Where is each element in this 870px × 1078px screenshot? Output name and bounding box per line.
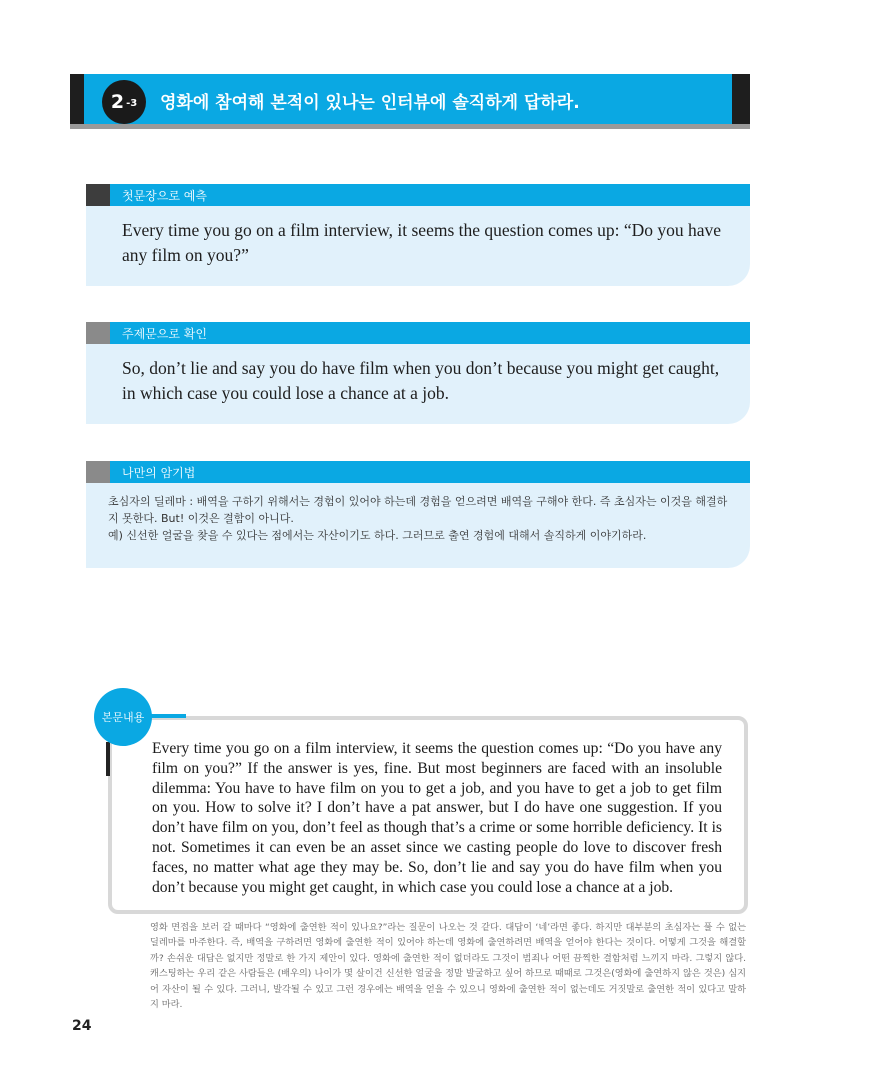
section-label-bar xyxy=(86,184,750,206)
header-shadow xyxy=(70,124,750,129)
section-topic-sentence xyxy=(86,322,750,424)
section-body xyxy=(86,206,750,286)
passage-badge: 본문내용 xyxy=(94,688,152,746)
section-label-bar xyxy=(86,461,750,483)
section-number-main: 2 xyxy=(110,91,125,113)
page-title: 영화에 참여해 본적이 있나는 인터뷰에 솔직하게 답하라. xyxy=(160,93,580,113)
section-tab xyxy=(86,461,110,483)
memory-tip-line-1: 초심자의 딜레마 : 배역을 구하기 위해서는 경험이 있어야 하는데 경험을 얻으려면 배역을 구해야 한다. 즉 초심자는 이것을 해결하지 못한다. But! 이것은 결함이 아니다. xyxy=(108,495,728,525)
section-first-sentence xyxy=(86,184,750,286)
section-number-sub: -3 xyxy=(126,97,138,109)
section-number-badge xyxy=(102,80,146,124)
section-body xyxy=(86,344,750,424)
section-label: 나만의 암기법 xyxy=(122,466,196,480)
section-tab xyxy=(86,184,110,206)
section-label-bar xyxy=(86,322,750,344)
section-memory-tip xyxy=(86,461,750,568)
memory-tip-line-2: 예) 신선한 얼굴을 찾을 수 있다는 점에서는 자산이기도 하다. 그러므로 출연 경험에 대해서 솔직하게 이야기하라. xyxy=(108,529,647,542)
section-label: 주제문으로 확인 xyxy=(122,327,207,341)
section-text: So, don’t lie and say you do have film when you don’t because you might get caught, in which case you could lose a chance at a job. xyxy=(122,358,720,403)
section-text: Every time you go on a film interview, it seems the question comes up: “Do you have any film on you?” xyxy=(122,220,722,265)
section-label: 첫문장으로 예측 xyxy=(122,189,207,203)
passage-text: Every time you go on a film interview, it seems the question comes up: “Do you have any film on you?” If the answer is yes, fine. But most beginners are faced with an insoluble dilemma: You have to have film on you to get a job, and you have to get a job to get film on you. How to solve it? I don’t have a pat answer, but I do have one suggestion. If you don’t have film on you, don’t feel as though that’s a crime or some horrible deficiency. It is not. Sometimes it can even be an asset since we casting people do love to discover fresh faces, no matter what age they may be. So, don’t lie and say you do have film when you don’t because you might get caught, in which case you could lose a chance at a job. xyxy=(152,740,722,896)
korean-translation: 영화 면접을 보러 갈 때마다 “영화에 출연한 적이 있나요?”라는 질문이 나오는 것 같다. 대답이 ‘네’라면 좋다. 하지만 대부분의 초심자는 풀 수 없는 딜레마를 마주한다. 즉, 배역을 구하려면 영화에 출연한 적이 있어야 하는데 영화에 출연하려면 배역을 얻어야 한다는 것이다. 어떻게 그것을 해결할까? 손쉬운 대답은 없지만 정말로 한 가지 제안이 있다. 영화에 출연한 적이 없더라도 그것이 범죄나 어떤 끔찍한 결함처럼 느끼지 마라. 그렇지 않다. 캐스팅하는 우리 같은 사람들은 (배우의) 나이가 몇 살이건 신선한 얼굴을 정말 발굴하고 싶어 하므로 때때로 그것은(영화에 출연하지 않은 것은) 심지어 자산이 될 수 있다. 그러니, 발각될 수 있고 그런 경우에는 배역을 얻을 수 있으니 영화에 출연한 적이 없는데도 거짓말로 출연한 적이 있다고 말하지 마라. xyxy=(150,922,746,1011)
page-number: 24 xyxy=(72,1018,92,1034)
section-tab xyxy=(86,322,110,344)
section-body xyxy=(86,483,750,568)
passage-accent-mark xyxy=(106,742,110,776)
passage-accent-line xyxy=(150,714,186,718)
